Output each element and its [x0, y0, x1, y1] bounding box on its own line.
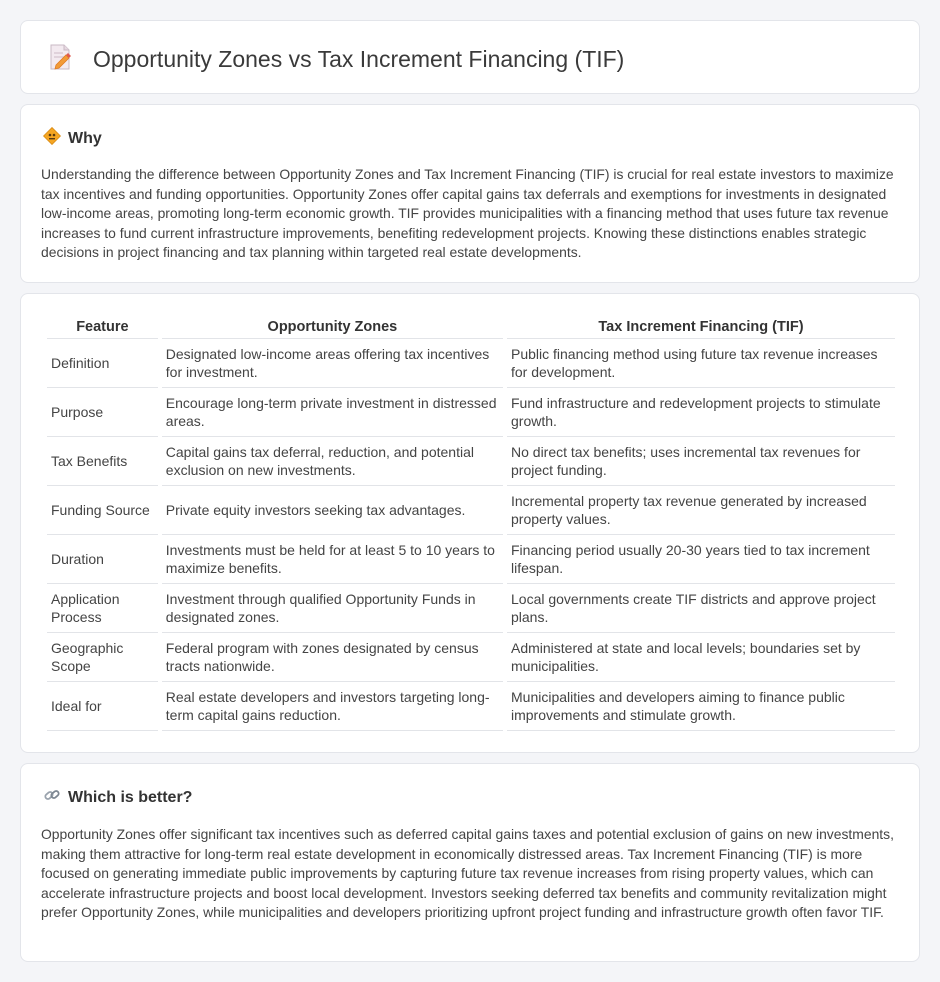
row-feature: Duration: [47, 535, 158, 584]
row-opportunity-zones: Federal program with zones designated by census tracts nationwide.: [162, 633, 503, 682]
row-feature: Purpose: [47, 388, 158, 437]
table-row: [47, 437, 895, 486]
row-tif: Fund infrastructure and redevelopment projects to stimulate growth.: [507, 388, 895, 437]
which-better-card: [20, 763, 920, 962]
row-opportunity-zones: Real estate developers and investors targeting long-term capital gains reduction.: [162, 682, 503, 731]
row-tif: Public financing method using future tax revenue increases for development.: [507, 339, 895, 388]
page-title: Opportunity Zones vs Tax Increment Financing (TIF): [93, 46, 625, 72]
row-feature: Ideal for: [47, 682, 158, 731]
why-heading: Why: [68, 129, 102, 147]
row-opportunity-zones: Private equity investors seeking tax advantages.: [162, 486, 503, 535]
why-heading-row: [43, 127, 102, 150]
header-feature: Feature: [47, 315, 158, 339]
table-row: [47, 682, 895, 731]
row-opportunity-zones: Designated low-income areas offering tax incentives for investment.: [162, 339, 503, 388]
row-opportunity-zones: Investment through qualified Opportunity Funds in designated zones.: [162, 584, 503, 633]
header-card: [20, 20, 920, 94]
table-row: [47, 535, 895, 584]
table-header-row: [47, 315, 895, 339]
table-row: [47, 388, 895, 437]
diamond-sign-icon: [43, 127, 68, 150]
document-edit-icon: [47, 43, 93, 76]
row-tif: Municipalities and developers aiming to finance public improvements and stimulate growth.: [507, 682, 895, 731]
title-row: [47, 43, 624, 76]
row-tif: Incremental property tax revenue generated by increased property values.: [507, 486, 895, 535]
table-row: [47, 633, 895, 682]
row-opportunity-zones: Investments must be held for at least 5 to 10 years to maximize benefits.: [162, 535, 503, 584]
row-opportunity-zones: Capital gains tax deferral, reduction, and potential exclusion on new investments.: [162, 437, 503, 486]
row-tif: Financing period usually 20-30 years tied to tax increment lifespan.: [507, 535, 895, 584]
row-opportunity-zones: Encourage long-term private investment in distressed areas.: [162, 388, 503, 437]
why-card: [20, 104, 920, 283]
comparison-card: [20, 293, 920, 753]
better-text: Opportunity Zones offer significant tax incentives such as deferred capital gains taxes and potential exclusion of gains on new investments, making them attractive for long-term real estate development in economically distressed areas. Tax Increment Financing (TIF) is more focused on generating immediate public improvements by capturing future tax revenue increases from rising property values, which can accelerate infrastructure projects and boost local development. Investors seeking deferred tax benefits and community revitalization might prefer Opportunity Zones, while municipalities and developers prioritizing upfront project funding and infrastructure growth often favor TIF.: [41, 826, 894, 920]
better-heading-row: [43, 786, 192, 809]
table-row: [47, 584, 895, 633]
row-feature: Application Process: [47, 584, 158, 633]
row-feature: Funding Source: [47, 486, 158, 535]
link-icon: [43, 786, 68, 809]
row-feature: Tax Benefits: [47, 437, 158, 486]
table-row: [47, 486, 895, 535]
header-tif: Tax Increment Financing (TIF): [507, 315, 895, 339]
row-feature: Definition: [47, 339, 158, 388]
row-tif: Local governments create TIF districts and approve project plans.: [507, 584, 895, 633]
comparison-table: [43, 315, 899, 731]
row-feature: Geographic Scope: [47, 633, 158, 682]
row-tif: No direct tax benefits; uses incremental tax revenues for project funding.: [507, 437, 895, 486]
row-tif: Administered at state and local levels; boundaries set by municipalities.: [507, 633, 895, 682]
header-opportunity-zones: Opportunity Zones: [162, 315, 503, 339]
why-text: Understanding the difference between Opportunity Zones and Tax Increment Financing (TIF) is crucial for real estate investors to maximize tax incentives and funding opportunities. Opportunity Zones offer capital gains tax deferrals and exemptions for investments in designated low-income areas, promoting long-term economic growth. TIF provides municipalities with a financing method that uses future tax revenue increases to fund current infrastructure improvements, benefiting redevelopment projects. Knowing these distinctions enables strategic decisions in project financing and tax planning within targeted real estate developments.: [41, 166, 894, 260]
table-row: [47, 339, 895, 388]
better-heading: Which is better?: [68, 788, 193, 806]
